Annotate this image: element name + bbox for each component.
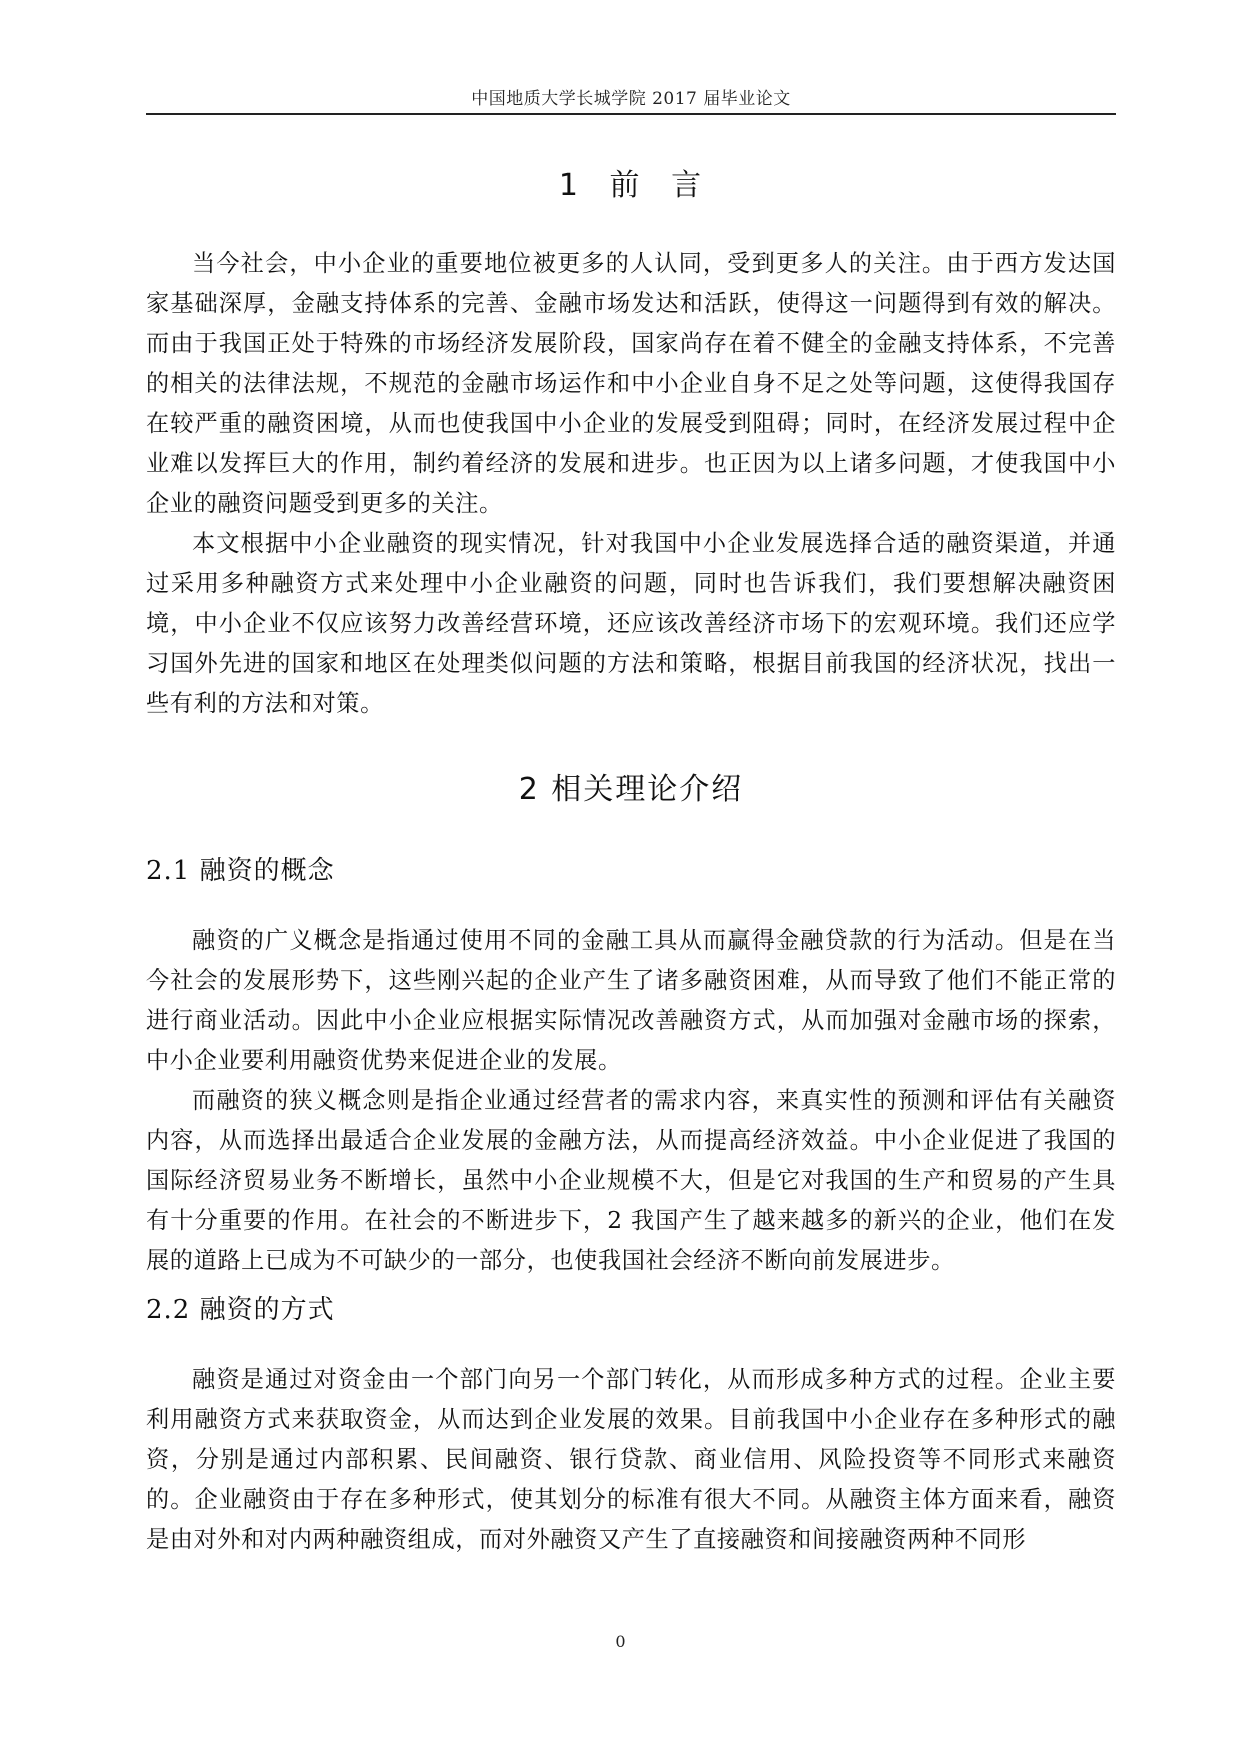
chapter-1-paragraph-2: 本文根据中小企业融资的现实情况，针对我国中小企业发展选择合适的融资渠道，并通过采用多种融资方式来处理中小企业融资的问题，同时也告诉我们，我们要想解决融资困境，中小企业不仅应该努力改善经营环境，还应该改善经济市场下的宏观环境。我们还应学习国外先进的国家和地区在处理类似问题的方法和策略，根据目前我国的经济状况，找出一些有利的方法和对策。: [146, 530, 1116, 717]
section-2-1-paragraph-2: 而融资的狭义概念则是指企业通过经营者的需求内容，来真实性的预测和评估有关融资内容，从而选择出最适合企业发展的金融方法，从而提高经济效益。中小企业促进了我国的国际经济贸易业务不断增长，虽然中小企业规模不大，但是它对我国的生产和贸易的产生具有十分重要的作用。在社会的不断进步下，2 我国产生了越来越多的新兴的企业，他们在发展的道路上已成为不可缺少的一部分，也使我国社会经济不断向前发展进步。: [146, 1087, 1116, 1274]
page-content: [146, 150, 1116, 1560]
section-2-1-heading: 2.1 融资的概念: [146, 856, 335, 886]
section-2-2-paragraph-1: 融资是通过对资金由一个部门向另一个部门转化，从而形成多种方式的过程。企业主要利用融资方式来获取资金，从而达到企业发展的效果。目前我国中小企业存在多种形式的融资，分别是通过内部积累、民间融资、银行贷款、商业信用、风险投资等不同形式来融资的。企业融资由于存在多种形式，使其划分的标准有很大不同。从融资主体方面来看，融资是由对外和对内两种融资组成，而对外融资又产生了直接融资和间接融资两种不同形: [146, 1366, 1116, 1553]
chapter-1-heading: 1 前 言: [558, 168, 704, 203]
running-header: 中国地质大学长城学院 2017 届毕业论文: [471, 89, 791, 109]
section-2-1-paragraph-1: 融资的广义概念是指通过使用不同的金融工具从而赢得金融贷款的行为活动。但是在当今社会的发展形势下，这些刚兴起的企业产生了诸多融资困难，从而导致了他们不能正常的进行商业活动。因此中小企业应根据实际情况改善融资方式，从而加强对金融市场的探索，中小企业要利用融资优势来促进企业的发展。: [146, 927, 1116, 1074]
chapter-1-paragraph-1: 当今社会，中小企业的重要地位被更多的人认同，受到更多人的关注。由于西方发达国家基础深厚，金融支持体系的完善、金融市场发达和活跃，使得这一问题得到有效的解决。而由于我国正处于特殊的市场经济发展阶段，国家尚存在着不健全的金融支持体系，不完善的相关的法律法规，不规范的金融市场运作和中小企业自身不足之处等问题，这使得我国存在较严重的融资困境，从而也使我国中小企业的发展受到阻碍；同时，在经济发展过程中企业难以发挥巨大的作用，制约着经济的发展和进步。也正因为以上诸多问题，才使我国中小企业的融资问题受到更多的关注。: [146, 250, 1116, 517]
header-rule: [146, 113, 1116, 115]
section-2-2-heading: 2.2 融资的方式: [146, 1295, 335, 1325]
page-number: 0: [615, 1632, 626, 1651]
chapter-2-heading: 2 相关理论介绍: [518, 772, 744, 807]
